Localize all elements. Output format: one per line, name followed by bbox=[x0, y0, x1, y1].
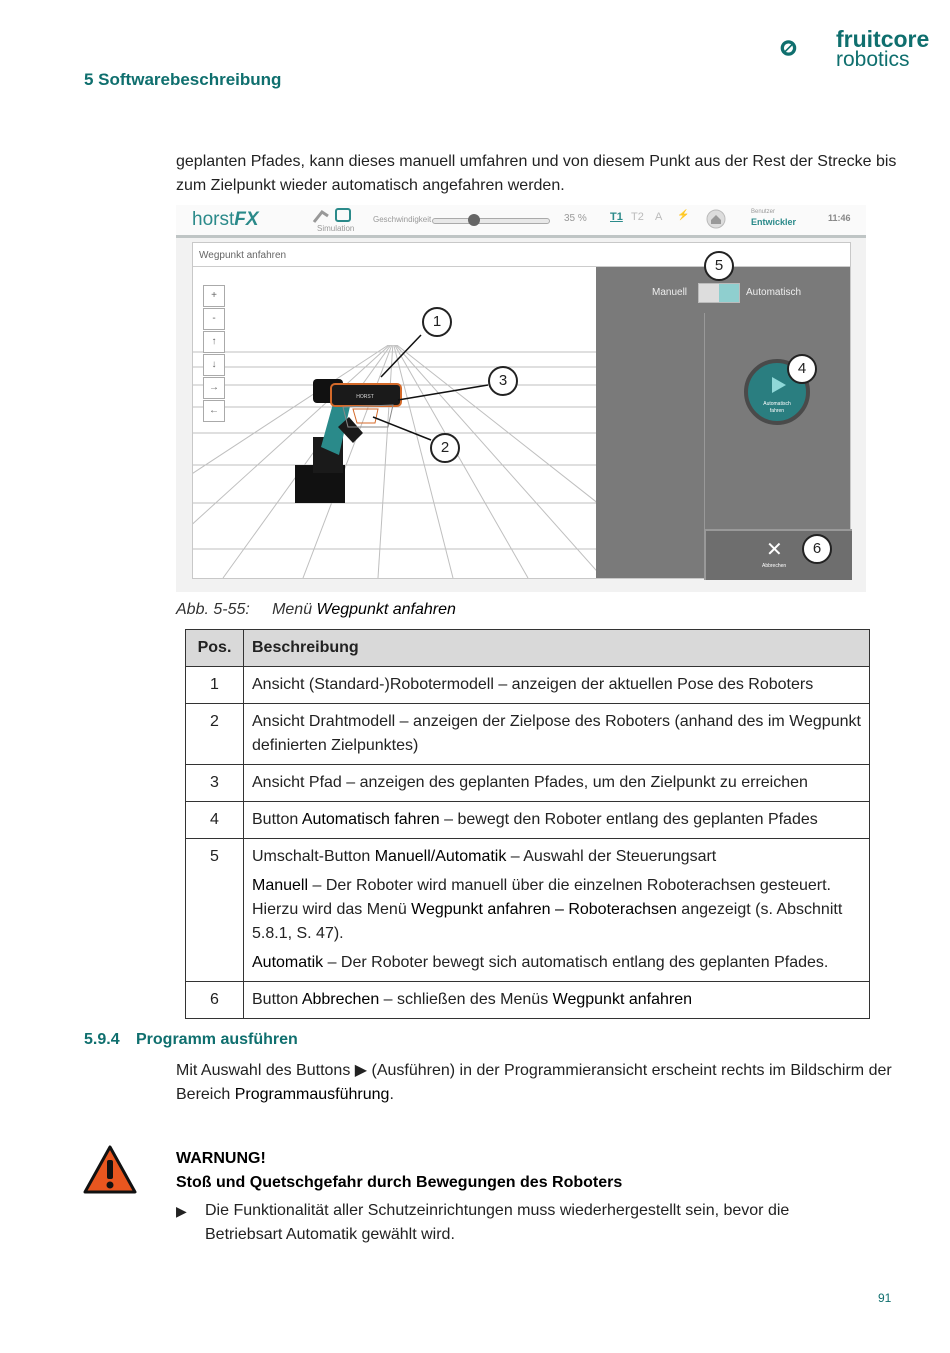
robot-label: HORST bbox=[356, 394, 374, 400]
caption-number: Abb. 5-55: bbox=[176, 601, 250, 618]
table-row bbox=[186, 667, 870, 704]
grid-floor bbox=[193, 267, 596, 578]
auto-button-label: Automatisch fahren bbox=[763, 401, 791, 414]
callout-2: 2 bbox=[430, 433, 460, 463]
logo-text-robotics: robotics bbox=[836, 48, 910, 71]
section-number: 5.9.4 bbox=[84, 1031, 120, 1048]
table-row bbox=[186, 982, 870, 1019]
keyword: Manuell/Automatik bbox=[374, 848, 507, 865]
table-row bbox=[186, 765, 870, 802]
row-pos: 4 bbox=[186, 802, 244, 839]
callout-3: 3 bbox=[488, 366, 518, 396]
control-right-button[interactable]: → bbox=[203, 377, 225, 399]
intro-paragraph: geplanten Pfades, kann dieses manuell umfahren und von diesem Punkt aus der Rest der Strecke bis zum Zielpunkt wieder automatisch angefahren werden. bbox=[176, 153, 897, 194]
3d-viewport[interactable] bbox=[193, 267, 596, 578]
warning-title: WARNUNG! bbox=[176, 1150, 266, 1167]
keyword: Manuell bbox=[252, 877, 309, 894]
keyword: Automatik bbox=[252, 954, 324, 971]
simulation-label: Simulation bbox=[317, 224, 355, 233]
play-icon bbox=[768, 375, 788, 395]
speed-slider[interactable] bbox=[432, 218, 550, 224]
page-number: 91 bbox=[878, 1291, 892, 1305]
table-header-row bbox=[186, 630, 870, 667]
caption-prefix: Menü bbox=[272, 601, 313, 618]
mode-t2[interactable]: T2 bbox=[631, 211, 644, 223]
header-description: Beschreibung bbox=[244, 630, 870, 667]
user-value[interactable]: Entwickler bbox=[751, 217, 797, 227]
pane-divider bbox=[704, 313, 705, 543]
speed-slider-knob[interactable] bbox=[468, 214, 480, 226]
control-plus-button[interactable]: + bbox=[203, 285, 225, 307]
table-row bbox=[186, 839, 870, 982]
simulation-icon[interactable] bbox=[312, 208, 356, 224]
row-text: Button Abbrechen – schließen des Menüs Wegpunkt anfahren bbox=[244, 982, 870, 1019]
row-text: Ansicht Drahtmodell – anzeigen der Zielpose des Roboters (anhand des im Wegpunkt definierten Zielpunktes) bbox=[244, 704, 870, 765]
home-icon[interactable] bbox=[706, 209, 726, 229]
bullet-arrow-icon: ▶ bbox=[176, 1203, 187, 1219]
speed-label: Geschwindigkeit bbox=[373, 215, 432, 224]
app-topbar bbox=[176, 205, 866, 238]
keyword: Programmausführung bbox=[234, 1086, 390, 1103]
lightning-icon: ⚡ bbox=[677, 210, 690, 221]
keyword: Abbrechen bbox=[301, 991, 380, 1008]
table-row bbox=[186, 704, 870, 765]
row-text: Button Automatisch fahren – bewegt den Roboter entlang des geplanten Pfades bbox=[244, 802, 870, 839]
cancel-label: Abbrechen bbox=[762, 563, 787, 569]
warning-icon bbox=[83, 1145, 137, 1195]
row-pos: 2 bbox=[186, 704, 244, 765]
description-table bbox=[185, 629, 870, 1019]
header-pos: Pos. bbox=[186, 630, 244, 667]
section-header: 5 Softwarebeschreibung bbox=[84, 70, 282, 89]
brand-light: horst bbox=[192, 209, 235, 230]
control-left-button[interactable]: ← bbox=[203, 400, 225, 422]
caption-name: Wegpunkt anfahren bbox=[316, 601, 456, 618]
row-pos: 6 bbox=[186, 982, 244, 1019]
control-down-button[interactable]: ↓ bbox=[203, 354, 225, 376]
row-text: Ansicht Pfad – anzeigen des geplanten Pfades, um den Zielpunkt zu erreichen bbox=[244, 765, 870, 802]
row-text: Ansicht (Standard-)Robotermodell – anzeigen der aktuellen Pose des Roboters bbox=[244, 667, 870, 704]
warning-subtitle: Stoß und Quetschgefahr durch Bewegungen des Roboters bbox=[176, 1174, 623, 1191]
callout-6: 6 bbox=[802, 534, 832, 564]
robot-model bbox=[295, 379, 401, 503]
toggle-label-automatic: Automatisch bbox=[746, 287, 802, 298]
warning-bullet-text: Die Funktionalität aller Schutzeinrichtungen muss wiederhergestellt sein, bevor die Betriebsart Automatik gewählt wird. bbox=[205, 1202, 790, 1243]
mode-pane bbox=[596, 267, 850, 578]
callout-1: 1 bbox=[422, 307, 452, 337]
section-paragraph: Mit Auswahl des Buttons ▶ (Ausführen) in der Programmieransicht erscheint rechts im Bildschirm der Bereich Programmausführung. bbox=[176, 1062, 892, 1103]
figure-caption bbox=[176, 601, 456, 619]
callout-5: 5 bbox=[704, 251, 734, 281]
horstfx-brand bbox=[192, 209, 259, 231]
row-pos: 5 bbox=[186, 839, 244, 982]
row-pos: 1 bbox=[186, 667, 244, 704]
warning-bullet bbox=[176, 1199, 866, 1247]
section-title: Programm ausführen bbox=[136, 1031, 298, 1048]
keyword: Automatisch fahren bbox=[301, 811, 440, 828]
waypoint-panel bbox=[192, 242, 851, 579]
row-text: Umschalt-Button Manuell/Automatik – Auswahl der Steuerungsart Manuell – Der Roboter wird manuell über die einzelnen Roboterachsen gesteuert. Hierzu wird das Menü Wegpunkt anfahren – Roboterachsen angezeigt (s. Abschnitt 5.8.1, S. 47). Automatik – Der Roboter bewegt sich automatisch entlang des geplanten Pfades. bbox=[244, 839, 870, 982]
clock: 11:46 bbox=[828, 213, 851, 223]
toggle-label-manual: Manuell bbox=[652, 287, 688, 298]
mode-t1[interactable]: T1 bbox=[610, 211, 623, 223]
close-icon: ✕ bbox=[766, 539, 783, 561]
user-label: Benutzer bbox=[751, 209, 776, 215]
horstfx-screenshot bbox=[176, 205, 866, 592]
logo-text-fruitcore: fruitcore bbox=[836, 26, 930, 52]
fruitcore-logo-icon bbox=[780, 22, 832, 74]
manual-automatic-toggle[interactable] bbox=[698, 283, 740, 303]
control-minus-button[interactable]: - bbox=[203, 308, 225, 330]
toggle-knob bbox=[719, 284, 739, 302]
panel-title: Wegpunkt anfahren bbox=[199, 250, 287, 261]
speed-value: 35 % bbox=[564, 213, 587, 224]
section-heading-594 bbox=[84, 1031, 298, 1049]
table-row bbox=[186, 802, 870, 839]
mode-a[interactable]: A bbox=[655, 211, 663, 223]
keyword: Wegpunkt anfahren – Roboterachsen bbox=[411, 901, 677, 918]
keyword: Wegpunkt anfahren bbox=[552, 991, 692, 1008]
brand-bold: FX bbox=[234, 209, 259, 230]
control-up-button[interactable]: ↑ bbox=[203, 331, 225, 353]
row-pos: 3 bbox=[186, 765, 244, 802]
callout-4: 4 bbox=[787, 354, 817, 384]
